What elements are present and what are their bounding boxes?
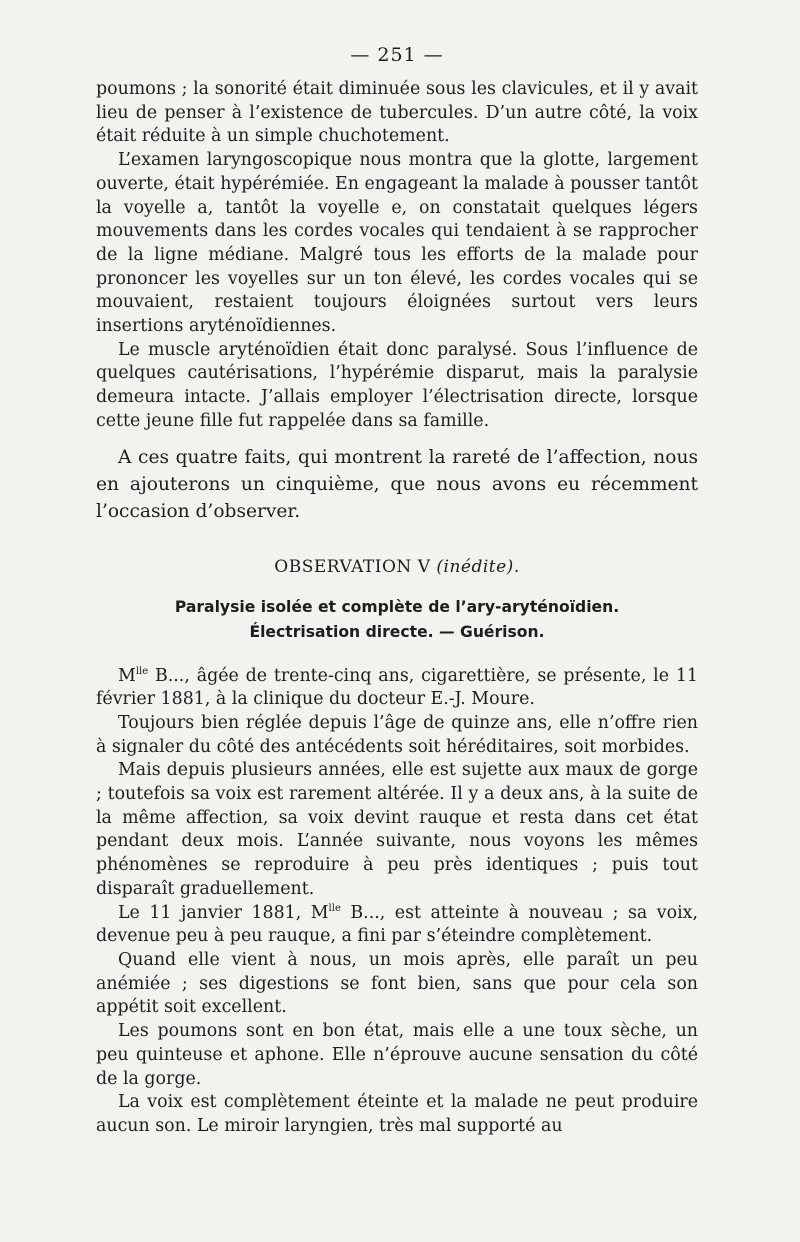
observation-subtitle-line2: Électrisation directe. — Guérison.	[249, 622, 545, 641]
paragraph-lead: A ces quatre faits, qui montrent la rareté de l’affection, nous en ajouterons un cinquième, que nous avons eu récemment l’occasion d’observer.	[96, 446, 698, 522]
paragraph-laryngoscopy: L’examen laryngoscopique nous montra que la glotte, largement ouverte, était hypérémiée. En engageant la malade à pousser tantôt la voyelle a, tantôt la voyelle e, on constatait quelques légers mouvements dans les cordes vocales qui tendaient à se rapprocher de la ligne médiane. Malgré tous les efforts de la malade pour prononcer les voyelles sur un ton élevé, les cordes vocales qui se mouvaient, restaient toujours éloignées surtout vers leurs insertions aryténoïdiennes.	[96, 150, 698, 337]
paragraph-january	[96, 902, 698, 949]
paragraph-lungs: Les poumons sont en bon état, mais elle a une toux sèche, un peu quinteuse et aphone. Elle n’éprouve aucune sensation du côté de la gorge.	[96, 1021, 698, 1089]
january-sup: lle	[328, 902, 341, 914]
observation-subtitle-line1: Paralysie isolée et complète de l’ary-aryténoïdien.	[174, 597, 620, 616]
paragraph-paralysis: Le muscle aryténoïdien était donc paralysé. Sous l’influence de quelques cautérisations, l’hypérémie disparut, mais la paralysie demeura intacte. J’allais employer l’électrisation directe, lorsque cette jeune fille fut rappelée dans sa famille.	[96, 339, 698, 431]
observation-title	[96, 557, 698, 577]
paragraph-voice: La voix est complètement éteinte et la malade ne peut produire aucun son. Le miroir laryngien, très mal supporté au	[96, 1092, 698, 1136]
case-intro-title: M	[118, 665, 136, 686]
case-intro-title-sup: lle	[135, 665, 149, 677]
observation-title-text: OBSERVATION V	[274, 556, 431, 577]
paragraph-anemia: Quand elle vient à nous, un mois après, elle paraît un peu anémiée ; ses digestions se font bien, sans que pour cela son appétit soit excellent.	[96, 949, 698, 1018]
paragraph-case-intro	[96, 665, 698, 712]
paragraph-antecedents: Toujours bien réglée depuis l’âge de quinze ans, elle n’offre rien à signaler du côté des antécédents soit héréditaires, soit morbides.	[96, 712, 698, 757]
observation-title-note: (inédite).	[436, 556, 520, 577]
paragraph-continued: poumons ; la sonorité était diminuée sous les clavicules, et il y avait lieu de penser à l’existence de tubercules. D’un autre côté, la voix était réduite à un simple chuchotement.	[96, 79, 698, 147]
january-before: Le 11 janvier 1881, M	[118, 902, 329, 923]
january-after: B..., est atteinte à nouveau ; sa voix, devenue peu à peu rauque, a fini par s’éteindre complètement.	[96, 902, 698, 947]
observation-subtitle	[96, 595, 698, 645]
page-number: — 251 —	[350, 44, 444, 66]
paragraph-history: Mais depuis plusieurs années, elle est sujette aux maux de gorge ; toutefois sa voix est rarement altérée. Il y a deux ans, à la suite de la même affection, sa voix devint rauque et resta dans cet état pendant deux mois. L’année suivante, nous voyons les mêmes phénomènes se reproduire à peu près identiques ; puis tout disparaît graduellement.	[96, 760, 698, 899]
case-intro-text: B..., âgée de trente-cinq ans, cigarettière, se présente, le 11 février 1881, à la clinique du docteur E.-J. Moure.	[96, 665, 698, 710]
